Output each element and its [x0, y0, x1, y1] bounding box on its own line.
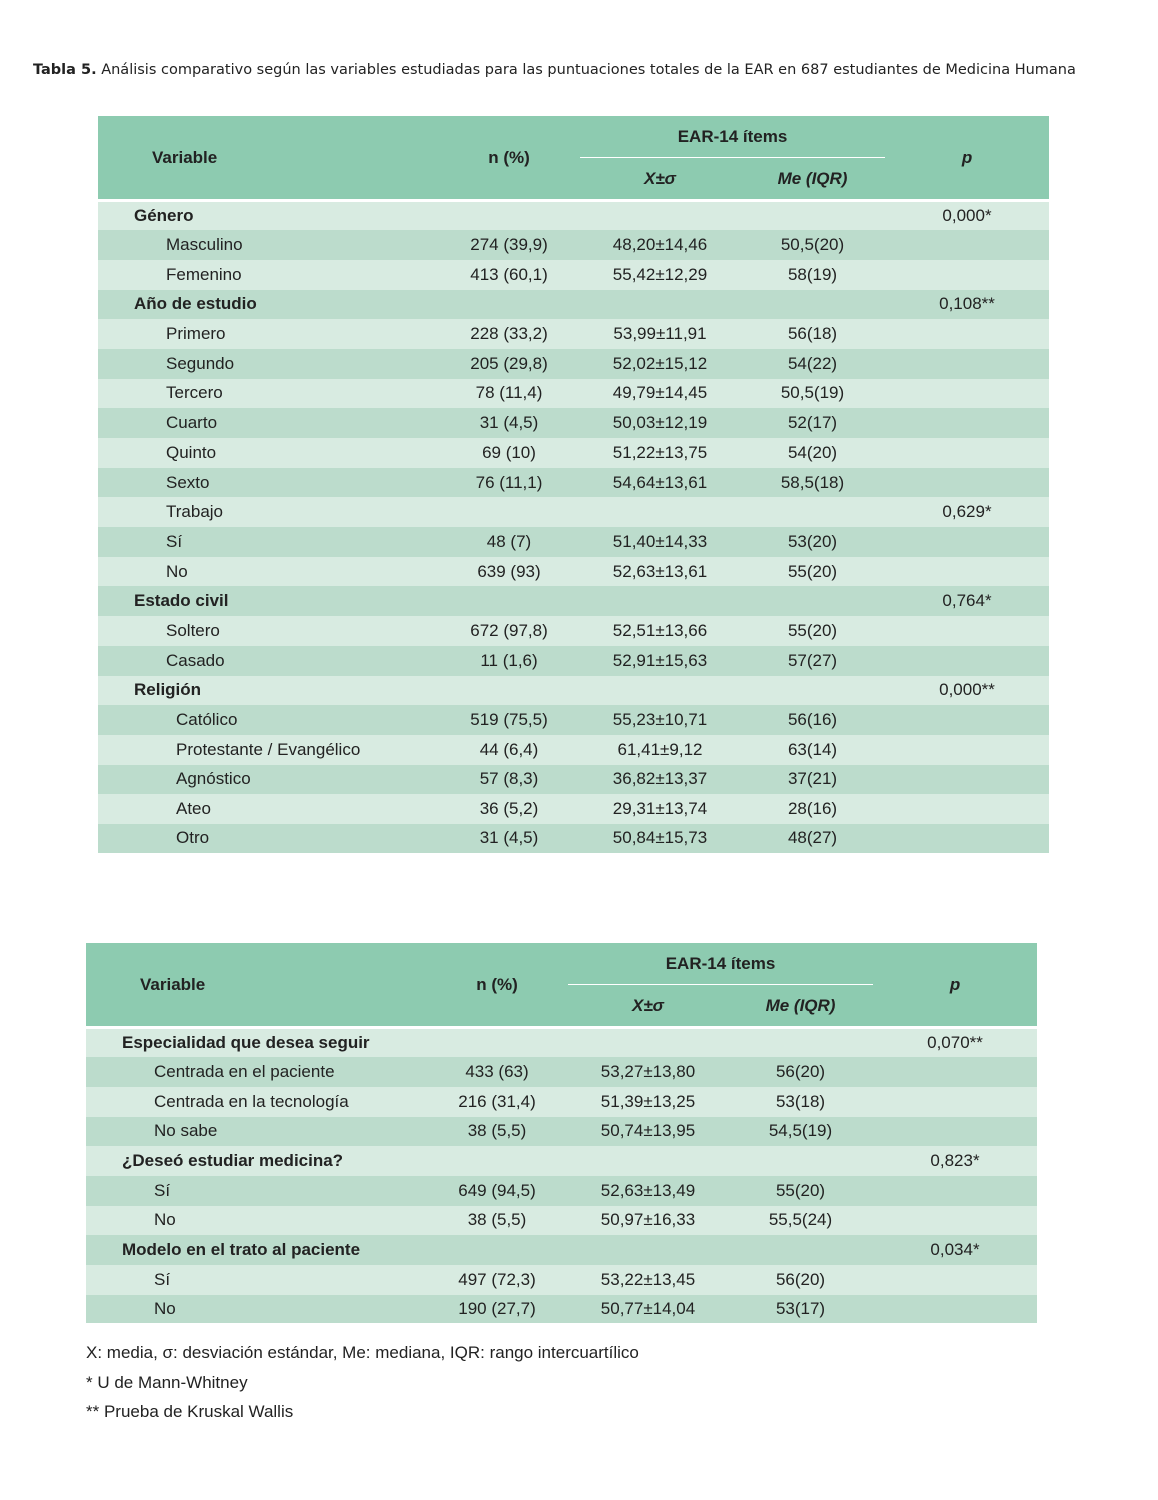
cell-variable: Quinto — [166, 442, 217, 462]
cell-n-percent: 190 (27,7) — [426, 1295, 568, 1325]
table-row — [98, 616, 1049, 646]
header-median-iqr: Me (IQR) — [765, 995, 836, 1015]
table-row — [86, 1295, 1037, 1325]
cell-p-value — [885, 468, 1049, 498]
cell-mean-sd: 53,27±13,80 — [600, 1062, 696, 1082]
cell-mean-sd: 36,82±13,37 — [612, 769, 708, 789]
cell-mean-sd: 51,40±14,33 — [612, 531, 708, 551]
cell-n-percent: 433 (63) — [465, 1062, 529, 1082]
cell-p-value — [885, 557, 1049, 587]
cell-n-percent: 44 (6,4) — [479, 739, 539, 759]
cell-median-iqr: 57(27) — [787, 650, 838, 670]
cell-median-iqr: 54(20) — [787, 442, 838, 462]
cell-n-percent — [426, 1028, 568, 1058]
cell-median-iqr: 55,5(24) — [768, 1210, 833, 1230]
cell-median-iqr: 56(20) — [775, 1269, 826, 1289]
cell-mean-sd — [568, 1028, 728, 1058]
header-ear-14: EAR-14 ítems — [568, 943, 873, 985]
cell-mean-sd: 61,41±9,12 — [617, 739, 703, 759]
cell-variable: Tercero — [166, 383, 223, 403]
table-body — [86, 1028, 1037, 1325]
cell-p-value — [885, 408, 1049, 438]
table-row — [98, 349, 1049, 379]
cell-n-percent: 38 (5,5) — [467, 1121, 527, 1141]
cell-variable: No sabe — [154, 1121, 218, 1141]
caption-label: Tabla 5. — [33, 62, 97, 78]
cell-n-percent: 78 (11,4) — [475, 383, 543, 403]
cell-variable: Año de estudio — [134, 294, 257, 314]
table-row — [86, 1265, 1037, 1295]
cell-median-iqr — [740, 586, 885, 616]
cell-mean-sd: 50,84±15,73 — [580, 824, 740, 854]
cell-median-iqr — [728, 1028, 873, 1058]
table-row — [98, 705, 1049, 735]
cell-mean-sd — [568, 1146, 728, 1176]
cell-median-iqr: 55(20) — [787, 620, 838, 640]
cell-median-iqr: 55(20) — [787, 561, 838, 581]
cell-median-iqr: 50,5(20) — [780, 235, 845, 255]
cell-variable: Masculino — [166, 235, 243, 255]
cell-p-value — [885, 616, 1049, 646]
cell-mean-sd — [580, 497, 740, 527]
cell-mean-sd: 51,39±13,25 — [600, 1091, 696, 1111]
cell-variable: Centrada en el paciente — [154, 1062, 335, 1082]
cell-variable: Religión — [134, 680, 202, 700]
table-row — [86, 1235, 1037, 1265]
cell-p-value — [885, 646, 1049, 676]
table-row — [86, 1117, 1037, 1147]
cell-p-value — [885, 230, 1049, 260]
table-row — [98, 676, 1049, 706]
cell-n-percent: 36 (5,2) — [479, 799, 539, 819]
cell-n-percent: 228 (33,2) — [470, 324, 548, 344]
cell-n-percent: 519 (75,5) — [470, 710, 548, 730]
header-mean-sd: X±σ — [632, 995, 664, 1015]
cell-variable: No — [166, 561, 188, 581]
cell-median-iqr — [740, 290, 885, 320]
cell-variable: Sí — [166, 531, 183, 551]
cell-p-value — [873, 1206, 1037, 1236]
cell-mean-sd: 53,99±11,91 — [613, 324, 707, 344]
table-row — [98, 408, 1049, 438]
table-caption — [33, 62, 1143, 78]
table-row — [86, 1146, 1037, 1176]
table-row — [86, 1206, 1037, 1236]
cell-variable: Casado — [166, 650, 225, 670]
cell-median-iqr: 56(20) — [775, 1062, 826, 1082]
cell-mean-sd: 48,20±14,46 — [612, 235, 708, 255]
cell-p-value — [873, 1057, 1037, 1087]
header-variable: Variable — [152, 147, 218, 167]
cell-p-value — [885, 824, 1049, 854]
cell-p-value — [885, 349, 1049, 379]
cell-median-iqr — [740, 497, 885, 527]
cell-mean-sd: 52,63±13,61 — [612, 561, 708, 581]
cell-mean-sd: 50,97±16,33 — [600, 1210, 696, 1230]
table-row — [86, 1176, 1037, 1206]
cell-n-percent: 649 (94,5) — [458, 1180, 536, 1200]
table-row — [86, 1087, 1037, 1117]
header-mean-sd: X±σ — [644, 168, 676, 188]
cell-p-value — [885, 379, 1049, 409]
cell-n-percent: 497 (72,3) — [458, 1269, 536, 1289]
table-row — [98, 438, 1049, 468]
cell-mean-sd: 52,51±13,66 — [612, 620, 708, 640]
table-header — [98, 116, 1049, 201]
table-row — [98, 230, 1049, 260]
cell-p-value: 0,000** — [939, 680, 995, 700]
cell-median-iqr: 50,5(19) — [780, 383, 845, 403]
cell-variable: No — [154, 1210, 176, 1230]
cell-n-percent — [438, 586, 580, 616]
cell-p-value — [885, 794, 1049, 824]
cell-median-iqr — [728, 1146, 873, 1176]
cell-variable: Ateo — [176, 799, 211, 819]
cell-mean-sd — [580, 586, 740, 616]
caption-text: Análisis comparativo según las variables estudiadas para las puntuaciones totales de la EAR en 687 estudiantes de Medicina Humana — [96, 62, 1076, 78]
table-row — [98, 794, 1049, 824]
cell-p-value — [873, 1117, 1037, 1147]
cell-n-percent — [438, 497, 580, 527]
cell-mean-sd: 51,22±13,75 — [612, 442, 708, 462]
cell-mean-sd — [580, 676, 740, 706]
cell-n-percent: 672 (97,8) — [470, 620, 548, 640]
table-row — [98, 646, 1049, 676]
cell-n-percent — [438, 676, 580, 706]
cell-median-iqr: 53(20) — [787, 531, 838, 551]
cell-variable: Modelo en el trato al paciente — [122, 1240, 361, 1260]
cell-n-percent: 57 (8,3) — [479, 769, 539, 789]
footnote-mann-whitney: * U de Mann-Whitney — [86, 1372, 248, 1392]
cell-n-percent: 38 (5,5) — [467, 1210, 527, 1230]
table-row — [98, 290, 1049, 320]
cell-variable: Femenino — [166, 264, 242, 284]
cell-n-percent: 216 (31,4) — [458, 1091, 536, 1111]
cell-mean-sd: 55,42±12,29 — [612, 264, 708, 284]
cell-n-percent: 413 (60,1) — [470, 264, 548, 284]
cell-n-percent: 205 (29,8) — [470, 353, 548, 373]
cell-median-iqr: 54,5(19) — [768, 1121, 833, 1141]
cell-n-percent: 274 (39,9) — [470, 235, 548, 255]
cell-n-percent: 11 (1,6) — [480, 650, 538, 670]
table-row — [98, 260, 1049, 290]
cell-median-iqr: 56(16) — [787, 710, 838, 730]
cell-mean-sd — [580, 201, 740, 231]
cell-p-value — [885, 319, 1049, 349]
cell-mean-sd: 52,02±15,12 — [612, 353, 708, 373]
results-table-part-1 — [98, 116, 1049, 855]
cell-n-percent: 69 (10) — [482, 442, 536, 462]
table-header — [86, 943, 1037, 1028]
cell-mean-sd: 55,23±10,71 — [612, 710, 708, 730]
cell-variable: No — [86, 1295, 426, 1325]
header-median-iqr: Me (IQR) — [777, 168, 848, 188]
cell-variable: Centrada en la tecnología — [154, 1091, 349, 1111]
cell-p-value — [873, 1295, 1037, 1325]
cell-median-iqr: 52(17) — [787, 413, 838, 433]
cell-median-iqr: 53(18) — [775, 1091, 826, 1111]
cell-mean-sd: 29,31±13,74 — [612, 799, 708, 819]
header-n: n (%) — [476, 974, 518, 994]
cell-p-value: 0,764* — [942, 591, 992, 611]
header-p: p — [961, 147, 973, 167]
table-row — [86, 1057, 1037, 1087]
cell-n-percent: 48 (7) — [486, 531, 532, 551]
cell-p-value: 0,108** — [939, 294, 995, 314]
cell-variable: Sexto — [166, 472, 210, 492]
cell-n-percent — [426, 1235, 568, 1265]
cell-variable: Especialidad que desea seguir — [86, 1028, 426, 1058]
cell-p-value — [885, 735, 1049, 765]
cell-mean-sd: 53,22±13,45 — [600, 1269, 696, 1289]
cell-p-value — [873, 1265, 1037, 1295]
table-row — [98, 824, 1049, 854]
cell-variable: Sí — [154, 1269, 171, 1289]
cell-median-iqr: 63(14) — [787, 739, 838, 759]
table-row — [98, 527, 1049, 557]
cell-variable: Cuarto — [166, 413, 218, 433]
cell-mean-sd: 52,63±13,49 — [600, 1180, 696, 1200]
cell-median-iqr: 56(18) — [787, 324, 838, 344]
cell-variable: Género — [98, 201, 438, 231]
cell-median-iqr: 58,5(18) — [780, 472, 845, 492]
cell-p-value: 0,070** — [873, 1028, 1037, 1058]
cell-variable: Católico — [176, 710, 238, 730]
cell-median-iqr — [740, 201, 885, 231]
cell-variable: ¿Deseó estudiar medicina? — [122, 1151, 344, 1171]
cell-mean-sd: 50,77±14,04 — [568, 1295, 728, 1325]
header-n: n (%) — [488, 147, 530, 167]
cell-n-percent — [438, 290, 580, 320]
cell-variable: Agnóstico — [176, 769, 251, 789]
table-row — [98, 201, 1049, 231]
table-row — [98, 557, 1049, 587]
cell-p-value: 0,629* — [942, 502, 992, 522]
cell-p-value — [873, 1087, 1037, 1117]
table-row — [86, 1028, 1037, 1058]
cell-n-percent: 76 (11,1) — [475, 472, 543, 492]
cell-median-iqr: 58(19) — [787, 264, 838, 284]
table-row — [98, 319, 1049, 349]
table-row — [98, 468, 1049, 498]
cell-mean-sd: 54,64±13,61 — [612, 472, 708, 492]
cell-mean-sd: 50,74±13,95 — [600, 1121, 696, 1141]
cell-n-percent — [426, 1146, 568, 1176]
cell-mean-sd — [580, 290, 740, 320]
cell-p-value: 0,823* — [930, 1151, 980, 1171]
cell-p-value — [885, 705, 1049, 735]
table-body — [98, 201, 1049, 854]
cell-median-iqr: 48(27) — [740, 824, 885, 854]
cell-p-value — [885, 260, 1049, 290]
cell-variable: Sí — [154, 1180, 171, 1200]
cell-variable: Segundo — [166, 353, 235, 373]
footnote-abbreviations: X: media, σ: desviación estándar, Me: mediana, IQR: rango intercuartílico — [86, 1343, 639, 1362]
cell-variable: Trabajo — [166, 502, 224, 522]
cell-variable: Otro — [98, 824, 438, 854]
header-p: p — [949, 974, 961, 994]
cell-p-value — [885, 765, 1049, 795]
cell-mean-sd: 52,91±15,63 — [612, 650, 708, 670]
cell-mean-sd — [568, 1235, 728, 1265]
cell-variable: Primero — [166, 324, 226, 344]
cell-median-iqr: 55(20) — [775, 1180, 826, 1200]
table-row — [98, 735, 1049, 765]
cell-median-iqr: 54(22) — [787, 353, 838, 373]
footnote-kruskal-wallis: ** Prueba de Kruskal Wallis — [86, 1402, 294, 1421]
cell-median-iqr: 37(21) — [787, 769, 838, 789]
table-row — [98, 765, 1049, 795]
table-row — [98, 497, 1049, 527]
header-ear-14: EAR-14 ítems — [580, 116, 885, 158]
header-variable: Variable — [140, 974, 206, 994]
cell-variable: Soltero — [166, 620, 220, 640]
cell-variable: Protestante / Evangélico — [176, 739, 361, 759]
cell-n-percent: 639 (93) — [477, 561, 541, 581]
cell-mean-sd: 50,03±12,19 — [612, 413, 708, 433]
cell-p-value — [885, 527, 1049, 557]
cell-p-value — [873, 1176, 1037, 1206]
cell-p-value: 0,000* — [885, 201, 1049, 231]
results-table-part-2 — [86, 943, 1037, 1325]
cell-n-percent: 31 (4,5) — [479, 413, 539, 433]
cell-n-percent: 31 (4,5) — [438, 824, 580, 854]
cell-n-percent — [438, 201, 580, 231]
cell-median-iqr: 53(17) — [728, 1295, 873, 1325]
table-row — [98, 379, 1049, 409]
cell-p-value — [885, 438, 1049, 468]
cell-mean-sd: 49,79±14,45 — [612, 383, 708, 403]
cell-variable: Estado civil — [134, 591, 229, 611]
table-row — [98, 586, 1049, 616]
cell-p-value: 0,034* — [930, 1240, 980, 1260]
table-footnotes — [86, 1338, 639, 1427]
cell-median-iqr: 28(16) — [787, 799, 838, 819]
cell-median-iqr — [740, 676, 885, 706]
cell-median-iqr — [728, 1235, 873, 1265]
